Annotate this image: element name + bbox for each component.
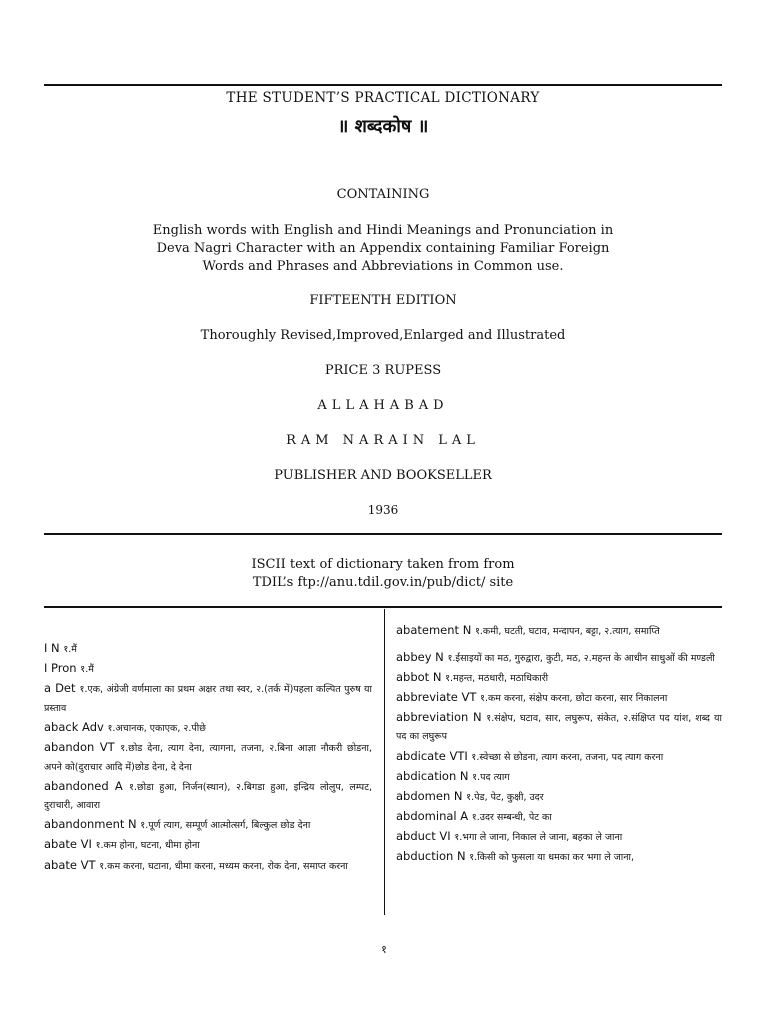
entry-headword: abandon VT [44, 739, 115, 754]
entry-meaning: १.कम करना, घटाना, धीमा करना, मध्यम करना, रोक देना, समाप्त करना [99, 860, 348, 872]
publisher-name: RAM NARAIN LAL [286, 433, 480, 448]
top-rule [44, 84, 722, 86]
entry-headword: abandonment N [44, 817, 137, 832]
dictionary-entry [44, 857, 372, 876]
description-block [44, 222, 722, 276]
price-line: PRICE 3 RUPESS [324, 363, 442, 378]
entry-headword: abbot N [396, 669, 442, 684]
entry-headword: abate VT [44, 857, 96, 872]
entry-headword: abatement N [396, 623, 472, 637]
entry-headword: abbey N [396, 649, 444, 664]
dictionary-entry [44, 778, 372, 815]
description-line: English words with English and Hindi Meanings and Pronunciation in [152, 223, 614, 238]
dictionary-entry [44, 640, 372, 659]
entry-headword: abdicate VTI [396, 748, 468, 763]
entry-headword: aback Adv [44, 719, 104, 734]
entry-headword: I Pron [44, 661, 77, 676]
entry-headword: abduct VI [396, 828, 451, 843]
city-line: ALLAHABAD [317, 398, 449, 413]
dictionary-entry [396, 689, 722, 708]
dictionary-entry [44, 680, 372, 717]
dictionary-entry [396, 622, 722, 641]
hindi-title: ॥ शब्दकोष ॥ [337, 116, 429, 137]
dictionary-entry [44, 816, 372, 835]
entry-meaning: १.छोड देना, त्याग देना, त्यागना, तजना, २.बिना आज्ञा नौकरी छोडना, अपने को(दुराचार आदि में)छोड देना, दे देना [44, 742, 372, 773]
right-column [396, 622, 722, 868]
entry-meaning: १.स्वेच्छा से छोडना, त्याग करना, तजना, पद त्याग करना [471, 751, 664, 763]
entry-headword: abandoned A [44, 778, 123, 793]
entry-headword: abdomen N [396, 788, 463, 803]
dictionary-entry [44, 836, 372, 855]
edition-line: FIFTEENTH EDITION [309, 293, 457, 308]
entry-headword: I N [44, 641, 60, 655]
source-line: TDIL’s ftp://anu.tdil.gov.in/pub/dict/ site [252, 575, 514, 590]
entry-headword: abduction N [396, 849, 466, 864]
entry-meaning: १.एक, अंग्रेजी वर्णमाला का प्रथम अक्षर तथा स्वर, २.(तर्क में)पहला कल्पित पुरुष या प्रस्ताव [44, 684, 372, 714]
entry-headword: abdominal A [396, 808, 469, 823]
left-column [44, 640, 372, 877]
entry-meaning: १.कमी, घटती, घटाव, मन्दापन, बट्टा, २.त्याग, समाप्ति [474, 626, 660, 637]
dictionary-entry [396, 709, 722, 746]
entry-meaning: १.छोडा हुआ, निर्जन(स्थान), २.बिगडा हुआ, इन्द्रिय लोलुप, लम्पट, दुराचारी, आवारा [44, 781, 373, 812]
publication-year: 1936 [367, 503, 399, 517]
entry-meaning: १.कम होना, घटना, धीमा होना [95, 840, 200, 852]
entry-headword: abdication N [396, 768, 469, 783]
revised-line: Thoroughly Revised,Improved,Enlarged and Illustrated [200, 328, 566, 343]
dictionary-title: THE STUDENT’S PRACTICAL DICTIONARY [226, 90, 540, 106]
entry-meaning: १.कम करना, संक्षेप करना, छोटा करना, सार निकालना [480, 692, 668, 704]
dictionary-entry [396, 768, 722, 787]
dictionary-entry [396, 669, 722, 688]
entry-meaning: १.पेड, पेट, कुक्षी, उदर [466, 791, 544, 803]
containing-heading: CONTAINING [336, 187, 430, 202]
entry-meaning: १.संक्षेप, घटाव, सार, लघुरूप, संकेत, २.संक्षिप्त पद यांश, शब्द या पद का लघुरूप [396, 712, 722, 743]
source-note [44, 556, 722, 592]
source-line: ISCII text of dictionary taken from from [251, 557, 515, 572]
entry-meaning: १.मैं [80, 664, 94, 676]
dictionary-entry [44, 719, 372, 738]
dictionary-entry [396, 649, 722, 668]
description-line: Deva Nagri Character with an Appendix containing Familiar Foreign [156, 241, 610, 256]
dictionary-entry [396, 848, 722, 867]
dictionary-entry [396, 828, 722, 847]
publisher-role: PUBLISHER AND BOOKSELLER [274, 468, 492, 483]
entry-meaning: १.ईसाइयों का मठ, गुरुद्वारा, कुटी, मठ, २.महन्त के आधीन साधुओं की मण्डली [447, 652, 715, 664]
entry-headword: abate VI [44, 837, 92, 852]
entry-meaning: १.पद त्याग [472, 771, 510, 783]
dictionary-entry [396, 808, 722, 827]
description-line: Words and Phrases and Abbreviations in Common use. [202, 259, 564, 274]
entry-meaning: १.भगा ले जाना, निकाल ले जाना, बहका ले जाना [454, 831, 623, 843]
entry-headword: abbreviation N [396, 709, 482, 724]
entry-meaning: १.पूर्ण त्याग, सम्पूर्ण आत्मोत्सर्ग, बिल्कुल छोड देना [140, 820, 311, 832]
entry-meaning: १.उदर सम्बन्धी, पेट का [471, 811, 552, 823]
dictionary-entry [396, 788, 722, 807]
entry-meaning: १.अचानक, एकाएक, २.पीछे [107, 722, 206, 734]
column-divider [384, 609, 385, 915]
dictionary-entry [396, 748, 722, 767]
entry-meaning: १.महन्त, मठधारी, मठाधिकारी [445, 672, 549, 684]
entry-meaning: १.मैं [63, 644, 77, 655]
page-number: १ [381, 943, 387, 956]
entry-headword: abbreviate VT [396, 689, 477, 704]
middle-rule [44, 533, 722, 535]
entries-top-rule [44, 606, 722, 608]
entry-meaning: १.किसी को फुसला या धमका कर भगा ले जाना, [469, 852, 634, 864]
entry-headword: a Det [44, 681, 76, 696]
dictionary-entry [44, 660, 372, 679]
dictionary-entry [44, 739, 372, 776]
